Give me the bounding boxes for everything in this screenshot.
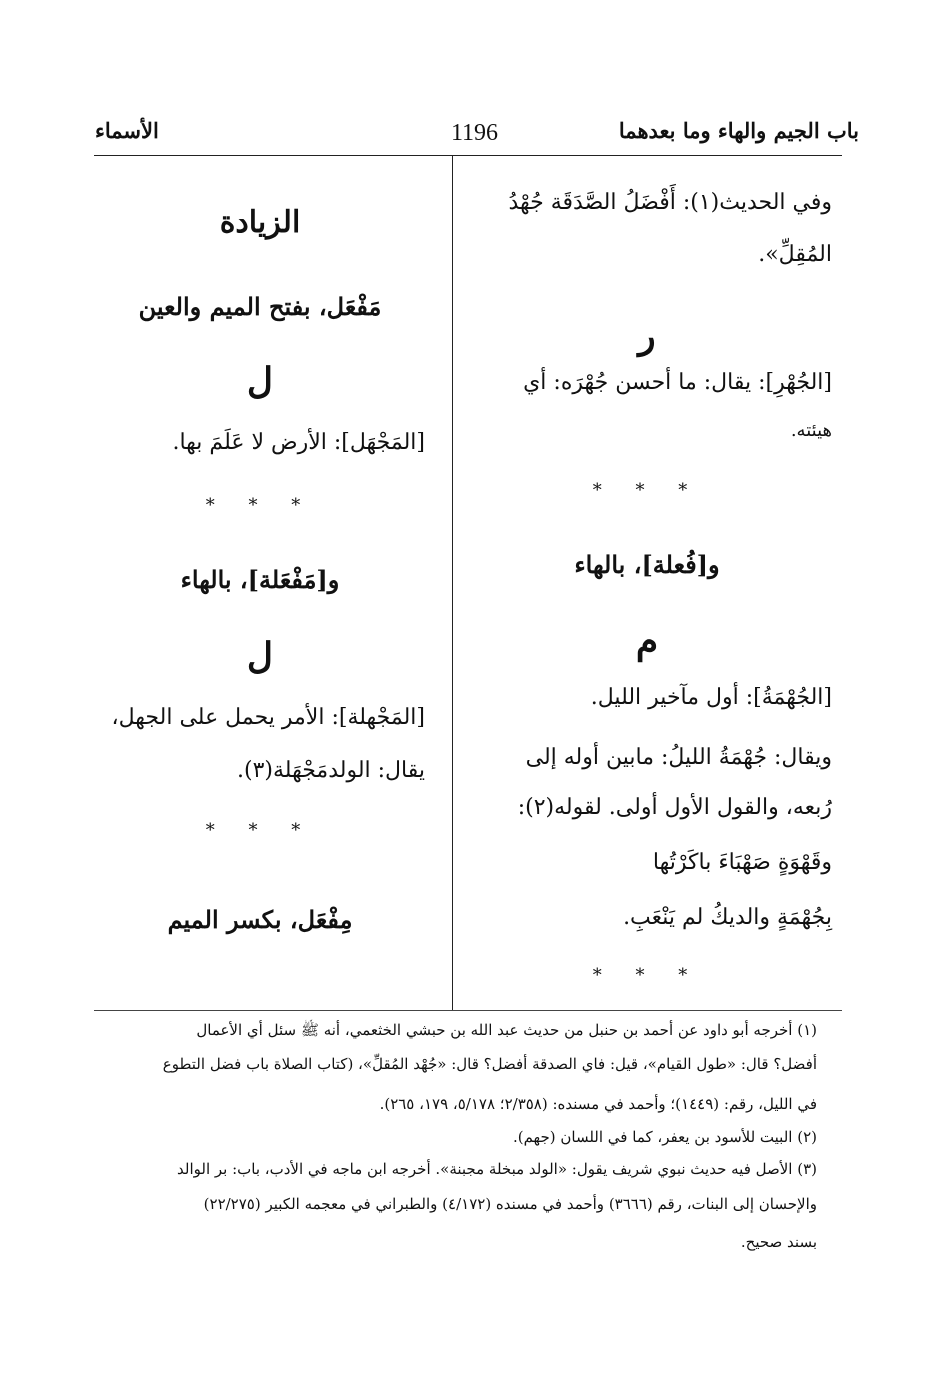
jahr-entry-line-2: هيئته. (790, 420, 832, 441)
footnote-3-line-1: (٣) الأصل فيه حديث نبوي شريف يقول: «الولد مبخلة مجبنة». أخرجه ابن ماجه في الأدب، باب: بر الوالد (177, 1160, 817, 1178)
verse-line-2: بِجُهْمَةٍ والديكُ لم يَنْعَبِ. (623, 905, 832, 930)
footnote-1-line-1: (١) أخرجه أبو داود عن أحمد بن حنبل من حديث عبد الله بن حبشي الخثعمي، أنه ﷺ سئل أي الأعمال (196, 1021, 817, 1039)
rub-line: رُبعه، والقول الأول أولى. لقوله(٢): (517, 795, 832, 820)
heading-mafala: و[مَفْعَلة]، بالهاء (180, 565, 340, 594)
header-rule (94, 155, 842, 156)
heading-mifal: مِفْعَل، بكسر الميم (167, 905, 353, 934)
running-header-chapter: باب الجيم والهاء وما بعدهما (618, 118, 859, 143)
hadith-line-1: وفي الحديث(١): أَفْضَلُ الصَّدَقَة جُهْدُ (508, 190, 832, 215)
footnotes (95, 1015, 817, 1275)
letter-heading-lam-1: ل (246, 360, 274, 402)
footnote-rule (94, 1010, 842, 1011)
separator-stars-2: * * * (592, 965, 702, 986)
column-divider (452, 155, 453, 1010)
majhala-entry-line-1: [المَجْهلة]: الأمر يحمل على الجهل، (111, 705, 425, 730)
verse-line-1: وقَهْوَةٍ صَهْبَاءَ باكَرْتُها (652, 850, 832, 875)
juhma-entry: [الجُهْمَةُ]: أول مآخير الليل. (590, 685, 832, 710)
letter-heading-lam-2: ل (246, 635, 274, 677)
left-column (95, 160, 425, 1000)
page-number: 1196 (450, 120, 499, 146)
footnote-3-line-3: بسند صحيح. (740, 1233, 817, 1251)
yuqal-line: ويقال: جُهْمَةُ الليلُ: مابين أوله إلى (525, 745, 832, 770)
hadith-line-2: المُقِلِّ». (758, 242, 832, 267)
separator-stars-left-2: * * * (205, 820, 315, 841)
running-header-section: الأسماء (95, 118, 159, 143)
section-title-ziyada: الزيادة (219, 205, 301, 240)
separator-stars-left-1: * * * (205, 495, 315, 516)
jahr-entry-line-1: [الجُهْرِ]: يقال: ما أحسن جُهْرَه: أي (523, 370, 832, 395)
majhala-entry-line-2: يقال: الولدمَجْهَلة(٣). (237, 758, 425, 783)
heading-mafal: مَفْعَل، بفتح الميم والعين (138, 292, 382, 321)
footnote-2: (٢) البيت للأسود بن يعفر، كما في اللسان (جهم). (512, 1128, 817, 1146)
footnote-1-line-2: أفضل؟ قال: «طول القيام»، قيل: فاي الصدقة أفضل؟ قال: «جُهْد المُقلِّ»، (كتاب الصلاة باب فضل التطوع (162, 1055, 817, 1073)
footnote-3-line-2: والإحسان إلى البنات، رقم (٣٦٦٦) وأحمد في مسنده (٤/١٧٢) والطبراني في معجمه الكبير (٢٢/٢٧٥) (203, 1195, 817, 1213)
separator-stars-1: * * * (592, 480, 702, 501)
majhal-entry: [المَجْهَل]: الأرض لا عَلَمَ بها. (172, 430, 425, 455)
right-column (462, 160, 832, 1000)
section-heading-fula: و[فُعلة]، بالهاء (574, 550, 720, 579)
footnote-1-line-3: في الليل، رقم: (١٤٤٩)؛ وأحمد في مسنده: (٢/٣٥٨؛ ٥/١٧٨، ١٧٩، ٢٦٥). (379, 1095, 817, 1113)
letter-heading-mim: م (635, 620, 659, 662)
letter-heading-ra: ر (638, 315, 656, 357)
